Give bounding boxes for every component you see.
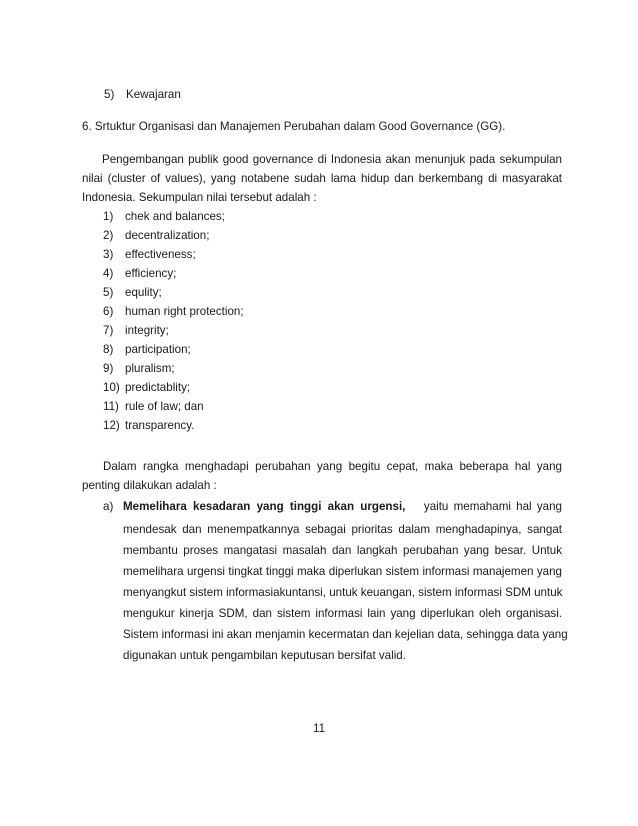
- intro-line-1: Pengembangan publik good governance di Indonesia akan menunjuk pada sekumpulan: [102, 153, 562, 166]
- list-item: 9) pluralism;: [103, 362, 175, 375]
- point-a-bold: Memelihara kesadaran yang tinggi akan urgensi,: [123, 500, 406, 513]
- list-item: 12) transparency.: [103, 419, 195, 432]
- list-item: 8) participation;: [103, 343, 191, 356]
- list-item: 7) integrity;: [103, 324, 169, 337]
- point-a-line-1: [123, 497, 562, 516]
- intro-line-3: Indonesia. Sekumpulan nilai tersebut adalah :: [82, 191, 317, 204]
- list-item: 10) predictablity;: [103, 381, 191, 394]
- page-number: 11: [313, 722, 326, 735]
- list-item: 5) equlity;: [103, 286, 162, 299]
- list-item: 6) human right protection;: [103, 305, 244, 318]
- section-heading: 6. Srtuktur Organisasi dan Manajemen Perubahan dalam Good Governance (GG).: [82, 120, 506, 133]
- list-item: 11) rule of law; dan: [103, 400, 204, 413]
- point-a-first-line-rest: yaitu memahami hal yang: [423, 500, 562, 513]
- list-item: 1) chek and balances;: [103, 210, 225, 223]
- context-line-2: penting dilakukan adalah :: [82, 479, 217, 492]
- list-item: 2) decentralization;: [103, 229, 210, 242]
- point-a-line: mendesak dan menempatkannya sebagai prioritas dalam menghadapinya, sangat: [123, 523, 562, 536]
- point-a-line: memelihara urgensi tingkat tinggi maka diperlukan sistem informasi manajemen yang: [123, 565, 562, 578]
- list-text: Kewajaran: [126, 88, 181, 101]
- point-a-line: membantu proses mangatasi masalah dan langkah perubahan yang besar. Untuk: [123, 544, 562, 557]
- point-a-last-line: digunakan untuk pengambilan keputusan bersifat valid.: [123, 649, 406, 662]
- point-a-line: Sistem informasi ini akan menjamin kecermatan dan kejelian data, sehingga data yang: [123, 628, 568, 641]
- list-item: 3) effectiveness;: [103, 248, 196, 261]
- top-list-item: [104, 88, 181, 101]
- intro-line-2: nilai (cluster of values), yang notabene sudah lama hidup dan berkembang di masyarakat: [82, 172, 562, 185]
- point-a-label: a): [103, 500, 114, 513]
- point-a-line: mengukur kinerja SDM, dan sistem informasi lain yang diperlukan oleh organisasi.: [123, 607, 562, 620]
- point-a-line: menyangkut sistem informasiakuntansi, untuk keuangan, sistem informasi SDM untuk: [123, 586, 563, 599]
- list-item: 4) efficiency;: [103, 267, 177, 280]
- list-number: 5): [104, 88, 115, 101]
- context-line-1: Dalam rangka menghadapi perubahan yang begitu cepat, maka beberapa hal yang: [103, 460, 562, 473]
